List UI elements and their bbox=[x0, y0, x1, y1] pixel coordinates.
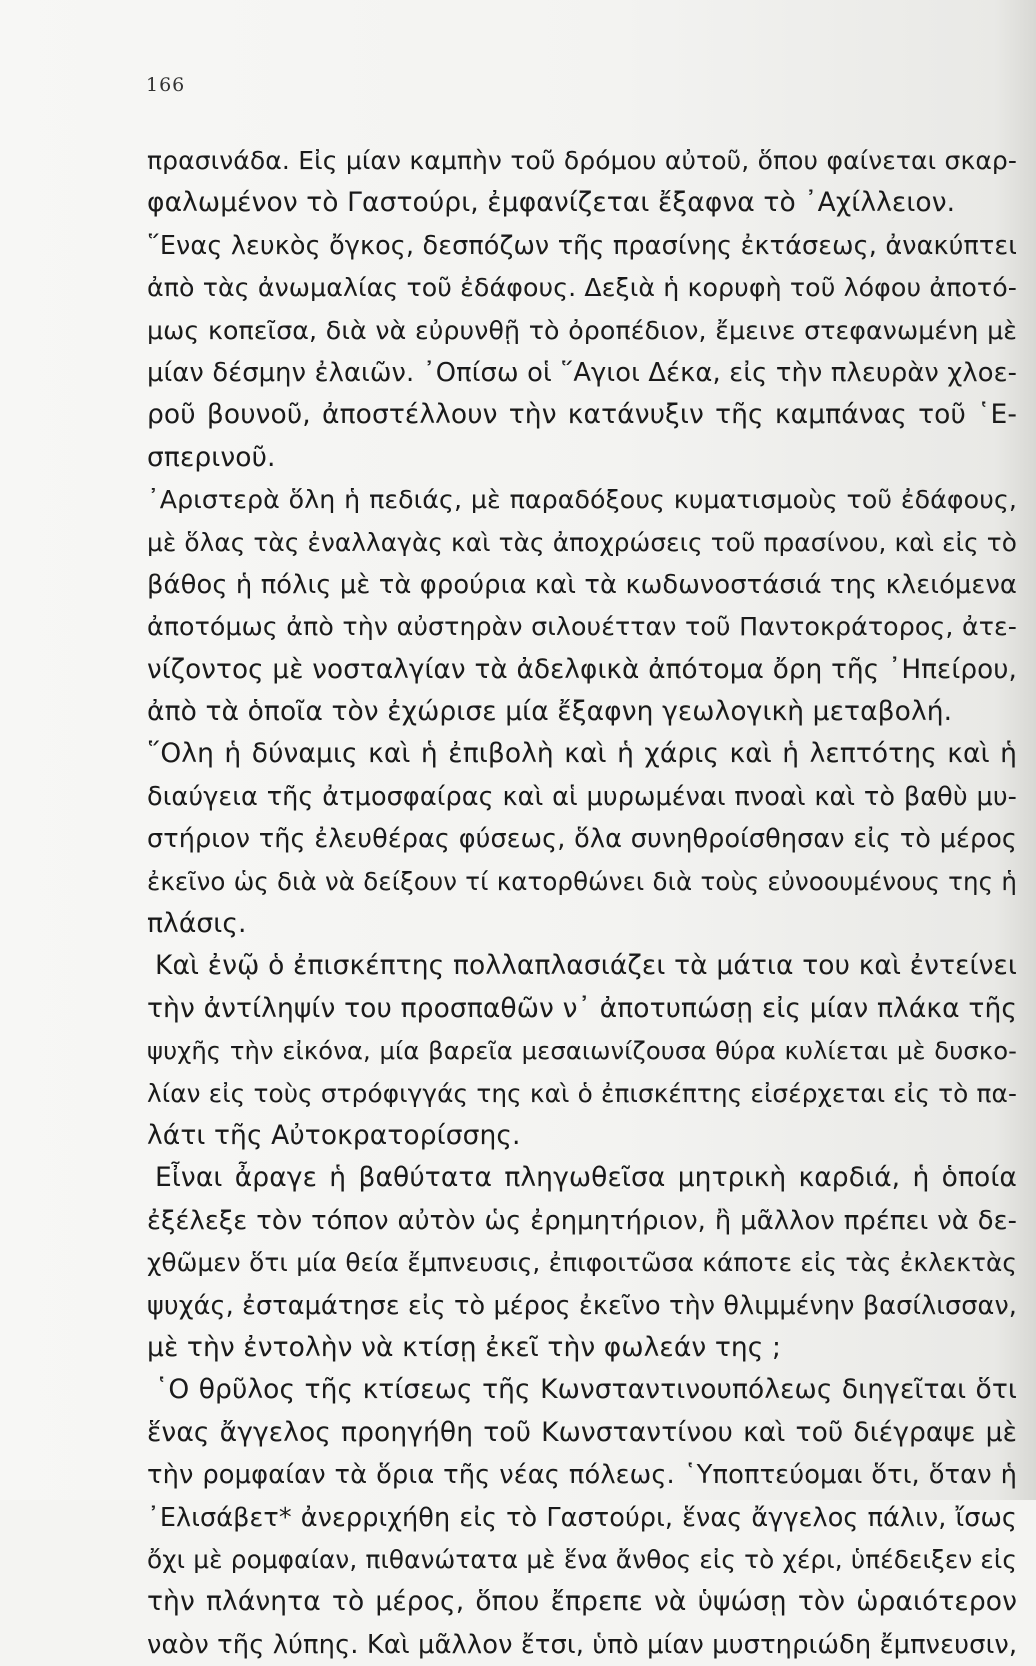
text-line: ῞Ενας λευκὸς ὄγκος, δεσπόζων τῆς πρασίνης ἐκτάσεως, ἀνακύπτει bbox=[147, 230, 1017, 261]
text-line: ἀπὸ τὰ ὁποῖα τὸν ἐχώρισε μία ἔξαφνη γεωλογικὴ μεταβολή. bbox=[147, 696, 953, 728]
text-line: λίαν εἰς τοὺς στρόφιγγάς της καὶ ὁ ἐπισκέπτης εἰσέρχεται εἰς τὸ πα- bbox=[147, 1078, 1017, 1108]
text-line: ἕνας ἄγγελος προηγήθη τοῦ Κωνσταντίνου καὶ τοῦ διέγραψε μὲ bbox=[147, 1416, 1017, 1448]
text-line: τὴν ἀντίληψίν του προσπαθῶν ν᾿ ἀποτυπώσῃ εἰς μίαν πλάκα τῆς bbox=[147, 992, 1017, 1024]
body-text bbox=[147, 140, 1017, 1666]
text-line: ᾿Ελισάβετ* ἀνερριχήθη εἰς τὸ Γαστούρι, ἕνας ἄγγελος πάλιν, ἴσως bbox=[147, 1502, 1017, 1533]
text-line: λάτι τῆς Αὐτοκρατορίσσης. bbox=[147, 1119, 521, 1151]
text-line: ψυχάς, ἐσταμάτησε εἰς τὸ μέρος ἐκεῖνο τὴν θλιμμένην βασίλισσαν, bbox=[147, 1290, 1017, 1321]
text-line: μὲ ὅλας τὰς ἐναλλαγὰς καὶ τὰς ἀποχρώσεις τοῦ πρασίνου, καὶ εἰς τὸ bbox=[147, 527, 1017, 557]
text-line: βάθος ἡ πόλις μὲ τὰ φρούρια καὶ τὰ κωδωνοστάσιά της κλειόμενα bbox=[147, 569, 1017, 600]
text-line: ἐκεῖνο ὡς διὰ νὰ δείξουν τί κατορθώνει διὰ τοὺς εὐνοουμένους της ἡ bbox=[147, 866, 1017, 896]
text-line: ῞Ολη ἡ δύναμις καὶ ἡ ἐπιβολὴ καὶ ἡ χάρις καὶ ἡ λεπτότης καὶ ἡ bbox=[147, 738, 1017, 770]
text-line: ᾿Αριστερὰ ὅλη ἡ πεδιάς, μὲ παραδόξους κυματισμοὺς τοῦ ἐδάφους, bbox=[147, 485, 1017, 515]
text-line: νίζοντος μὲ νοσταλγίαν τὰ ἀδελφικὰ ἀπότομα ὄρη τῆς ᾿Ηπείρου, bbox=[147, 654, 1017, 685]
text-line: χθῶμεν ὅτι μία θεία ἔμπνευσις, ἐπιφοιτῶσα κάποτε εἰς τὰς ἐκλεκτὰς bbox=[147, 1248, 1017, 1278]
text-line: πλάσις. bbox=[147, 908, 247, 940]
text-line: πρασινάδα. Εἰς μίαν καμπὴν τοῦ δρόμου αὐτοῦ, ὅπου φαίνεται σκαρ- bbox=[147, 146, 1017, 175]
text-line: μὲ τὴν ἐντολὴν νὰ κτίσῃ ἐκεῖ τὴν φωλεάν της ; bbox=[147, 1331, 781, 1363]
text-line: τὴν πλάνητα τὸ μέρος, ὅπου ἔπρεπε νὰ ὑψώσῃ τὸν ὡραιότερον bbox=[147, 1586, 1017, 1618]
text-line: σπερινοῦ. bbox=[147, 441, 276, 473]
text-line: ναὸν τῆς λύπης. Καὶ μᾶλλον ἔτσι, ὑπὸ μίαν μυστηριώδη ἔμπνευσιν, bbox=[147, 1629, 1018, 1660]
text-line: τὴν ρομφαίαν τὰ ὅρια τῆς νέας πόλεως. ῾Υποπτεύομαι ὅτι, ὅταν ἡ bbox=[147, 1460, 1017, 1491]
text-line: ψυχῆς τὴν εἰκόνα, μία βαρεῖα μεσαιωνίζουσα θύρα κυλίεται μὲ δυσκο- bbox=[147, 1036, 1017, 1066]
text-line: Εἶναι ἆραγε ἡ βαθύτατα πληγωθεῖσα μητρικὴ καρδιά, ἡ ὁποία bbox=[155, 1162, 1017, 1194]
text-line: φαλωμένον τὸ Γαστούρι, ἐμφανίζεται ἔξαφνα τὸ ᾿Αχίλλειον. bbox=[147, 187, 956, 219]
text-line: μίαν δέσμην ἐλαιῶν. ᾿Οπίσω οἱ ῞Αγιοι Δέκα, εἰς τὴν πλευρὰν χλοε- bbox=[147, 357, 1017, 388]
text-line: ῾Ο θρῦλος τῆς κτίσεως τῆς Κωνσταντινουπόλεως διηγεῖται ὅτι bbox=[155, 1374, 1017, 1406]
text-line: ἐξέλεξε τὸν τόπον αὐτὸν ὡς ἐρημητήριον, ἢ μᾶλλον πρέπει νὰ δε- bbox=[147, 1205, 1017, 1236]
text-line: Καὶ ἐνῷ ὁ ἐπισκέπτης πολλαπλασιάζει τὰ μάτια του καὶ ἐντείνει bbox=[155, 950, 1017, 982]
text-line: μως κοπεῖσα, διὰ νὰ εὐρυνθῇ τὸ ὀροπέδιον, ἔμεινε στεφανωμένη μὲ bbox=[147, 315, 1017, 345]
text-line: ὄχι μὲ ρομφαίαν, πιθανώτατα μὲ ἕνα ἄνθος εἰς τὸ χέρι, ὑπέδειξεν εἰς bbox=[147, 1544, 1017, 1574]
text-line: ἀποτόμως ἀπὸ τὴν αὐστηρὰν σιλουέτταν τοῦ Παντοκράτορος, ἀτε- bbox=[147, 612, 1017, 642]
text-line: ροῦ βουνοῦ, ἀποστέλλουν τὴν κατάνυξιν τῆς καμπάνας τοῦ ῾Ε- bbox=[147, 399, 1017, 431]
page-number: 166 bbox=[146, 74, 186, 96]
text-line: διαύγεια τῆς ἀτμοσφαίρας καὶ αἱ μυρωμέναι πνοαὶ καὶ τὸ βαθὺ μυ- bbox=[147, 781, 1017, 812]
text-line: στήριον τῆς ἐλευθέρας φύσεως, ὅλα συνηθροίσθησαν εἰς τὸ μέρος bbox=[147, 824, 1017, 855]
text-line: ἀπὸ τὰς ἀνωμαλίας τοῦ ἐδάφους. Δεξιὰ ἡ κορυφὴ τοῦ λόφου ἀποτό- bbox=[147, 273, 1017, 303]
